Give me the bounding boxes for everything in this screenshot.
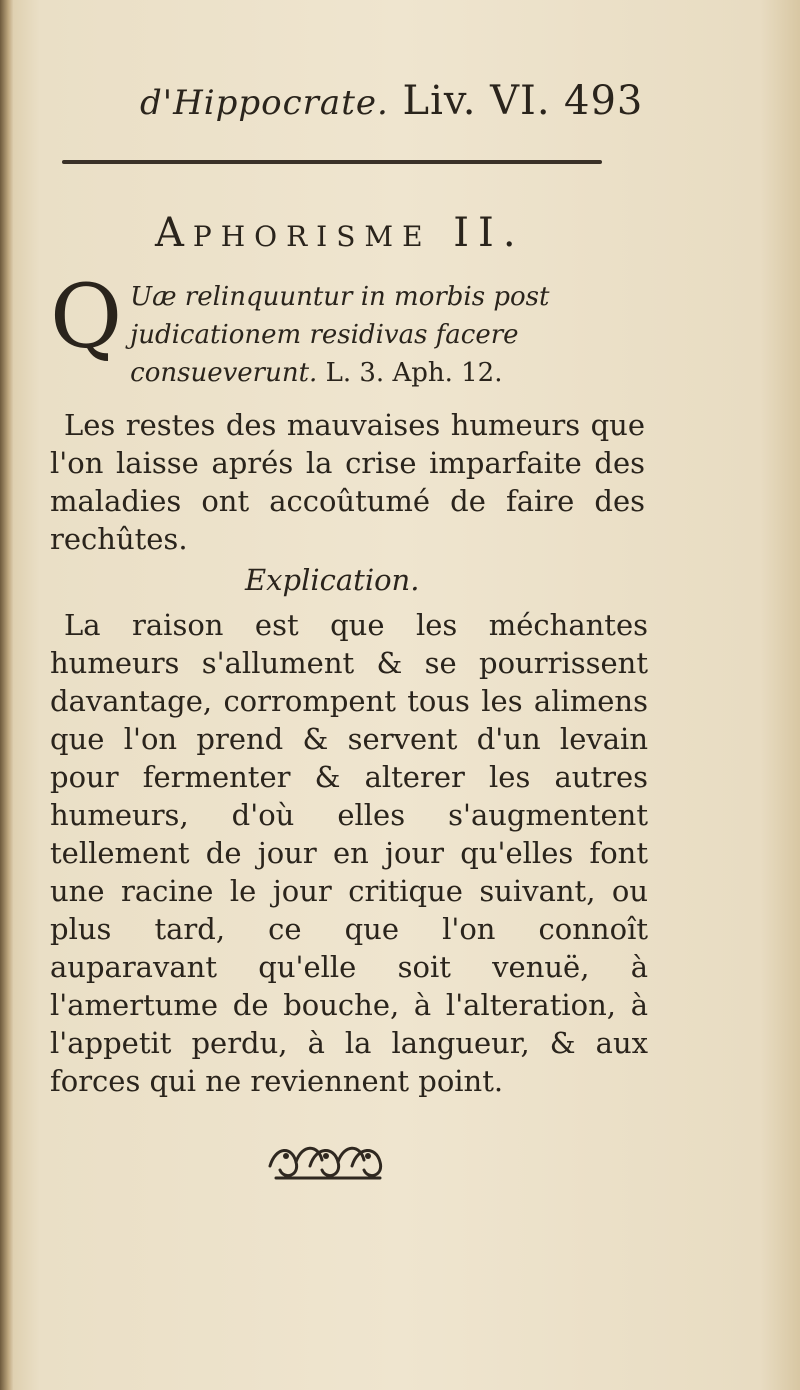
latin-text: Uæ relinquuntur in morbis post judicationem residivas facere consueverunt. [130, 282, 550, 388]
fleuron-ornament-icon [262, 1136, 392, 1186]
french-translation [50, 406, 645, 558]
page-number: 493 [564, 78, 644, 124]
explication-title: Explication. [245, 563, 420, 597]
latin-aphorism [50, 265, 650, 392]
running-head-book: Liv. VI. [402, 78, 551, 124]
explication-text: La raison est que les méchantes humeurs s'allument & se pourrissent davantage, corrompent tous les alimens que l'on prend & servent d'un levain pour fermenter & alterer les autres humeurs, d'où elles s'augmentent tellement de jour en jour qu'elles font une racine le jour critique suivant, ou plus tard, ce que l'on connoît auparavant qu'elle soit venuë, à l'amertume de bouche, à l'alteration, à l'appetit perdu, à la langueur, & aux forces qui ne reviennent point. [50, 608, 648, 1098]
running-head [140, 78, 660, 124]
latin-reference: L. 3. Aph. 12. [325, 358, 503, 388]
explication-body [50, 606, 648, 1100]
aphorism-title: Aphorisme II. [155, 210, 525, 256]
page-spine-shadow [0, 0, 14, 1390]
header-rule [62, 160, 602, 164]
running-head-author: d'Hippocrate. [140, 83, 389, 123]
french-text: Les restes des mauvaises humeurs que l'on laisse aprés la crise imparfaite des maladies ont accoûtumé de faire des rechûtes. [50, 408, 645, 556]
drop-cap: Q [50, 265, 123, 368]
